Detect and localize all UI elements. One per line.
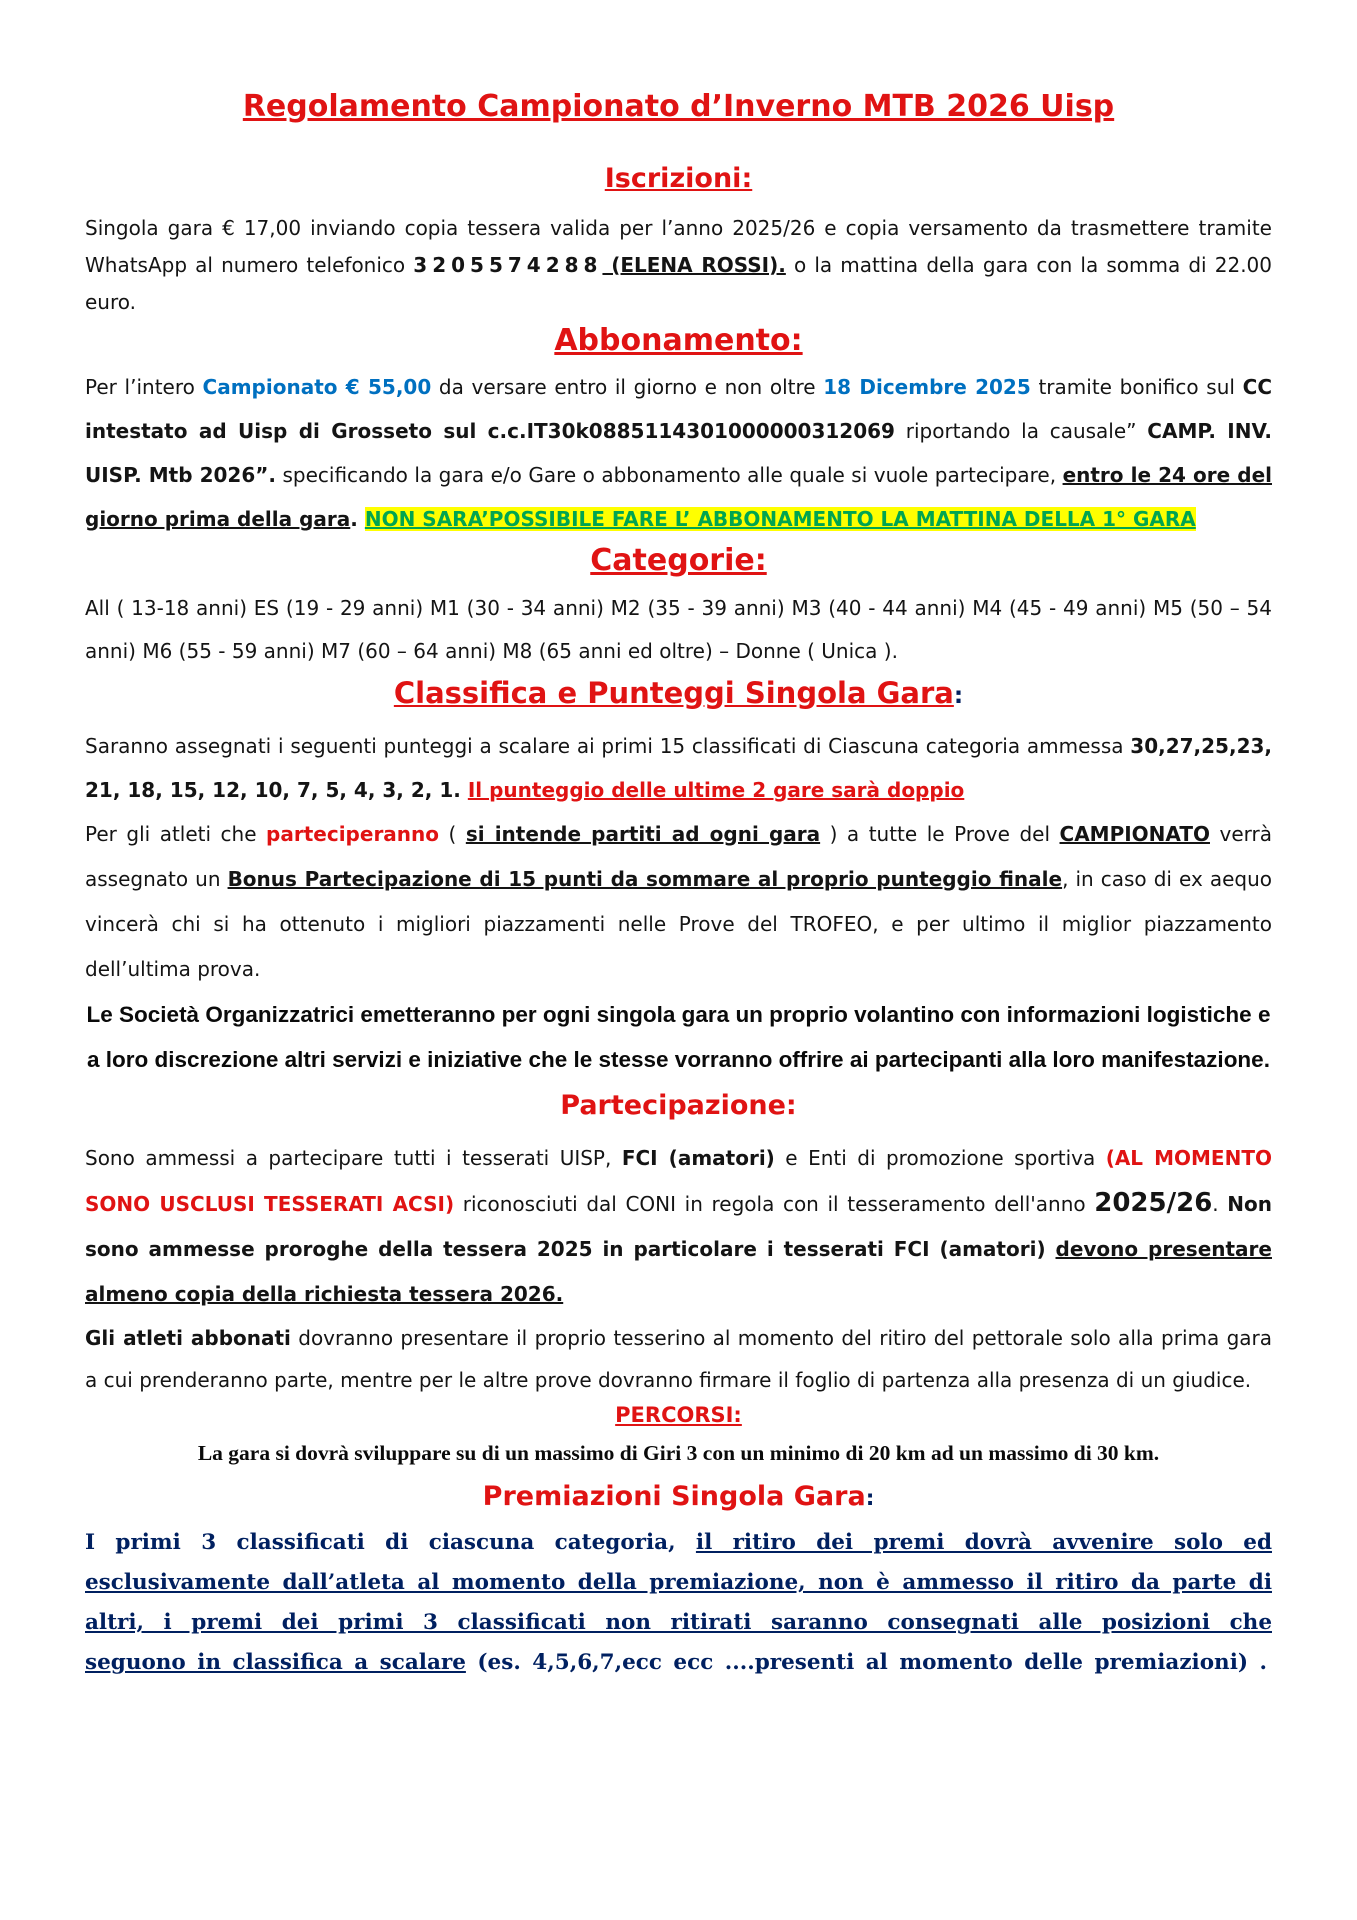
- text-run: Singola gara € 17,00 inviando copia tessera valida per l’anno 2025/26 e copia versamento da trasmettere tramite WhatsApp al numero telefonico: [85, 216, 1272, 277]
- acsi-warning: (AL MOMENTO SONO USCLUSI TESSERATI ACSI): [85, 1146, 1272, 1216]
- para-premiazioni: [85, 1523, 1272, 1683]
- iban-account: CC intestato ad Uisp di Grosseto sul c.c.IT30k0885114301000000312069: [85, 375, 1272, 443]
- heading-categorie: Categorie:: [590, 543, 767, 578]
- text-run: Saranno assegnati i seguenti punteggi a scalare ai primi 15 classificati di Ciascuna categoria ammessa: [85, 734, 1131, 758]
- text-run: I primi 3 classificati di ciascuna categoria,: [85, 1530, 696, 1555]
- highlight-warning: NON SARA’POSSIBILE FARE L’ ABBONAMENTO LA MATTINA DELLA 1° GARA: [364, 507, 1196, 531]
- season-year: 2025/26: [1094, 1188, 1213, 1218]
- atleti-abbonati-label: Gli atleti abbonati: [85, 1326, 291, 1350]
- heading-partecipazione: Partecipazione:: [560, 1090, 797, 1121]
- text-run: (: [439, 822, 466, 846]
- entro-24-ore: entro le 24 ore del giorno prima della gara: [85, 463, 1272, 531]
- fci-amatori: FCI (amatori): [621, 1146, 775, 1170]
- campionato-word: CAMPIONATO: [1059, 822, 1210, 846]
- partiti-note: si intende partiti ad ogni gara: [465, 822, 821, 846]
- para-percorsi: La gara si dovrà sviluppare su di un massimo di Giri 3 con un minimo di 20 km ad un massimo di 30 km.: [197, 1441, 1160, 1465]
- price-campionato: Campionato € 55,00: [202, 375, 432, 399]
- text-run: Per gli atleti che: [85, 822, 267, 846]
- causale-text: CAMP. INV. UISP. Mtb 2026”.: [85, 419, 1272, 487]
- para-abbonamento: [85, 365, 1272, 541]
- text-run: da versare entro il giorno e non oltre: [431, 375, 824, 399]
- heading-premiazioni-text: Premiazioni Singola Gara: [482, 1481, 866, 1512]
- text-run: tramite bonifico sul: [1030, 375, 1243, 399]
- text-run: Per l’intero: [85, 375, 203, 399]
- para-bonus: [85, 812, 1272, 992]
- phone-number: 3205574288: [413, 253, 603, 277]
- para-punteggi: [85, 724, 1272, 812]
- contact-name: (ELENA ROSSI).: [602, 253, 786, 277]
- ritiro-premi-rule: il ritiro dei premi dovrà avvenire solo ed esclusivamente dall’atleta al momento della premiazione, non è ammesso il ritiro da parte di altri, i premi dei primi 3 classificati non ritirati saranno consegnati alle posizioni che seguono in classifica a scalare: [85, 1530, 1272, 1675]
- proroghe-note: Non sono ammesse proroghe della tessera 2025 in particolare i tesserati FCI (amatori): [85, 1192, 1272, 1261]
- heading-abbonamento: Abbonamento:: [554, 323, 803, 358]
- para-iscrizioni: [85, 210, 1272, 321]
- deadline-date: 18 Dicembre 2025: [823, 375, 1031, 399]
- doc-title: Regolamento Campionato d’Inverno MTB 2026 Uisp: [242, 89, 1115, 124]
- text-run: riportando la causale”: [894, 419, 1148, 443]
- text-run: , in caso di ex aequo vincerà chi si ha ottenuto i migliori piazzamenti nelle Prove del TROFEO, e per ultimo il miglior piazzamento dell’ultima prova.: [85, 867, 1273, 981]
- para-societa: Le Società Organizzatrici emetteranno per ogni singola gara un proprio volantino con informazioni logistiche e a loro discrezione altri servizi e iniziative che le stesse vorranno offrire ai partecipanti alla loro manifestazione.: [86, 1002, 1271, 1072]
- text-run: riconosciuti dal CONI in regola con il tesseramento dell'anno: [454, 1192, 1095, 1216]
- text-run: .: [1212, 1192, 1228, 1216]
- heading-percorsi: PERCORSI:: [615, 1403, 742, 1427]
- richiesta-tessera-note: devono presentare almeno copia della richiesta tessera 2026.: [85, 1237, 1272, 1306]
- para-atleti-abbonati: [85, 1317, 1272, 1401]
- text-run: e Enti di promozione sportiva: [774, 1146, 1106, 1170]
- text-run: (es. 4,5,6,7,ecc ecc ....presenti al momento delle premiazioni) .: [465, 1650, 1267, 1675]
- heading-classifica: [85, 673, 1272, 716]
- text-run: verrà assegnato un: [85, 822, 1272, 891]
- para-partecipazione: [85, 1136, 1272, 1317]
- bonus-note: Bonus Partecipazione di 15 punti da sommare al proprio punteggio finale: [227, 867, 1063, 891]
- para-categorie: All ( 13-18 anni) ES (19 - 29 anni) M1 (30 - 34 anni) M2 (35 - 39 anni) M3 (40 - 44 anni) M4 (45 - 49 anni) M5 (50 – 54 anni) M6 (55 - 59 anni) M7 (60 – 64 anni) M8 (65 anni ed oltre) – Donne ( Unica ).: [85, 596, 1272, 663]
- heading-premiazioni-colon: :: [865, 1486, 875, 1511]
- text-run: specificando la gara e/o Gare o abbonamento alle quale si vuole partecipare,: [276, 463, 1063, 487]
- heading-classifica-text: Classifica e Punteggi Singola Gara: [393, 676, 954, 710]
- text-run: dovranno presentare il proprio tesserino al momento del ritiro del pettorale solo alla prima gara a cui prenderanno parte, mentre per le altre prove dovranno firmare il foglio di partenza alla presenza di un giudice.: [85, 1326, 1272, 1392]
- text-run: .: [350, 507, 365, 531]
- text-run: o la mattina della gara con la somma di 22.00 euro.: [85, 253, 1272, 314]
- points-list: 30,27,25,23, 21, 18, 15, 12, 10, 7, 5, 4, 3, 2, 1: [85, 734, 1272, 802]
- text-run: ) a tutte le Prove del: [820, 822, 1060, 846]
- text-run: Sono ammessi a partecipare tutti i tesserati UISP,: [85, 1146, 622, 1170]
- heading-iscrizioni: Iscrizioni:: [604, 163, 753, 194]
- parteciperanno-word: parteciperanno: [266, 822, 440, 846]
- heading-classifica-colon: :: [953, 682, 964, 709]
- text-run: .: [453, 778, 468, 802]
- heading-premiazioni: [85, 1479, 1272, 1517]
- double-points-note: Il punteggio delle ultime 2 gare sarà doppio: [467, 778, 965, 802]
